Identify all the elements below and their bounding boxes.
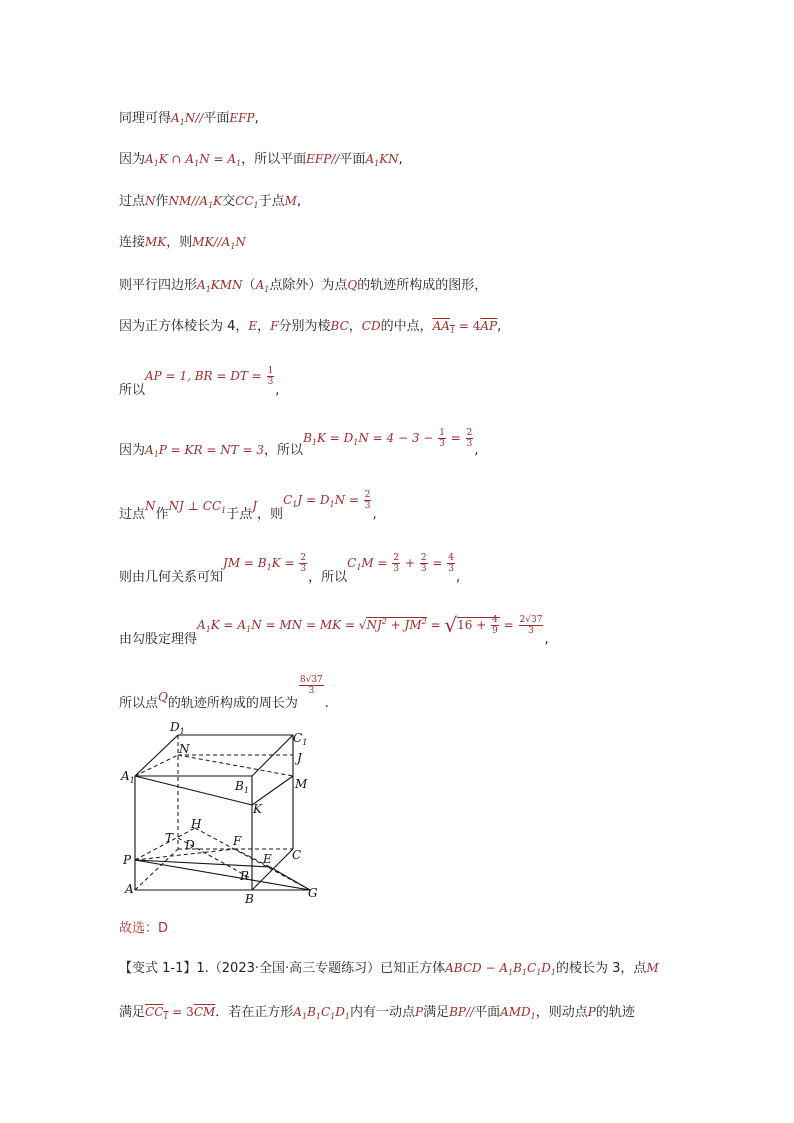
- math: E: [248, 319, 258, 333]
- math: CD: [361, 319, 381, 333]
- text: .: [324, 696, 329, 711]
- label-C: C: [292, 848, 302, 862]
- label-N: N: [179, 742, 190, 756]
- math: $CC_1$: [235, 194, 259, 210]
- math: $A_1B_1C_1D_1$: [293, 1005, 350, 1021]
- solution-line-8: [119, 428, 478, 458]
- vector-equation: $CC_1 = 3\overline{CM}$: [145, 1005, 216, 1021]
- text: 过点: [119, 194, 146, 209]
- cube-figure: [115, 720, 330, 905]
- text: 同理可得: [119, 111, 172, 126]
- label-M: M: [295, 777, 308, 791]
- math: $A_1KN$: [365, 152, 399, 168]
- text: 平面: [339, 152, 366, 167]
- segment-KM: [252, 776, 293, 805]
- text: ,: [398, 152, 403, 167]
- math: ABCD − $A_1B_1C_1D_1$: [445, 961, 557, 977]
- text: ,: [275, 383, 280, 398]
- math: M: [646, 961, 659, 975]
- math: $A_1$: [255, 278, 270, 294]
- text: 的中点，: [380, 319, 433, 334]
- math: BC: [330, 319, 349, 333]
- text: 作: [155, 507, 169, 522]
- text: 的棱长为 3，点: [556, 961, 647, 976]
- math: P: [587, 1005, 596, 1019]
- answer-label: 故选：: [119, 921, 159, 936]
- text: 内有一动点: [349, 1005, 415, 1020]
- text: 的轨迹所构成的周长为: [167, 696, 298, 711]
- label-C1: $C_1$: [293, 731, 308, 747]
- label-B1: $B_1$: [235, 779, 249, 795]
- variant-line-2: [119, 1004, 635, 1025]
- math: $AMD_1$: [500, 1005, 536, 1021]
- answer-value: D: [158, 921, 169, 936]
- math: Q: [347, 278, 358, 292]
- text: 点除外）为点: [269, 278, 348, 293]
- label-A: A: [125, 882, 134, 896]
- segment-NM-hidden: [178, 755, 293, 776]
- label-E: E: [263, 852, 272, 866]
- text: 因为: [119, 443, 146, 458]
- text: 1.（2023·全国·高三专题练习）已知正方体: [196, 961, 446, 976]
- label-D1: $D_1$: [170, 720, 185, 736]
- label-F: F: [233, 834, 242, 848]
- math: N: [145, 194, 156, 208]
- label-G: G: [308, 886, 318, 900]
- text: 所以点: [119, 696, 159, 711]
- math: BP//: [449, 1005, 475, 1019]
- label-J: J: [297, 751, 302, 765]
- text: 满足: [119, 1005, 146, 1020]
- text: 则由几何关系可知: [119, 570, 224, 585]
- math: $NM//A_1K$: [168, 194, 223, 210]
- text: （: [242, 278, 256, 293]
- math: $A_1N//$: [171, 111, 204, 127]
- math: $A_1KMN$: [197, 278, 243, 294]
- label-K: K: [253, 802, 262, 816]
- math: $\frac{8√37}{3}$: [299, 675, 323, 696]
- text: 因为正方体棱长为 4，: [119, 319, 249, 334]
- text: ，: [348, 319, 362, 334]
- math: $MK//A_1N$: [192, 235, 246, 251]
- text: ，所以平面: [241, 152, 307, 167]
- text: 于点: [226, 507, 253, 522]
- math: $B_1K = D_1N = 4 - 3$ − $\frac{1}{3}$ = $\frac{2}{3}$: [303, 428, 473, 449]
- variant-line-1: [119, 960, 659, 981]
- label-H: H: [191, 817, 202, 831]
- math: EFP//: [306, 152, 340, 166]
- solution-line-12: [119, 675, 329, 709]
- math: M: [284, 194, 297, 208]
- text: ,: [497, 319, 502, 334]
- text: 所以: [119, 383, 146, 398]
- text: ，则: [257, 507, 284, 522]
- text: 过点: [119, 507, 146, 522]
- solution-line-3: [119, 193, 301, 214]
- solution-line-11: [119, 613, 549, 647]
- text: ,: [254, 111, 259, 126]
- label-A1: $A_1$: [121, 769, 135, 785]
- text: 分别为棱: [278, 319, 331, 334]
- math: F: [270, 319, 279, 333]
- math: JM = $B_1K$ = $\frac{2}{3}$: [223, 553, 307, 574]
- solution-line-10: [119, 553, 460, 583]
- text: 的轨迹: [595, 1005, 635, 1020]
- solution-line-2: [119, 151, 403, 172]
- label-T: T: [165, 831, 174, 845]
- math: AP = 1, BR = DT = $\frac{1}{3}$: [145, 366, 274, 387]
- text: 由勾股定理得: [119, 632, 198, 647]
- edge-A1D1: [135, 735, 178, 776]
- text: 则平行四边形: [119, 278, 198, 293]
- text: ，: [257, 319, 271, 334]
- text: 平面: [203, 111, 230, 126]
- text: 满足: [423, 1005, 450, 1020]
- text: 的轨迹所构成的图形，: [357, 278, 488, 293]
- label-B: B: [245, 892, 254, 905]
- variant-tag: 【变式 1-1】: [119, 961, 197, 976]
- text: 连接: [119, 235, 146, 250]
- segment-A1N-hidden: [135, 755, 178, 776]
- math: $C_1M$ = $\frac{2}{3}$ + $\frac{2}{3}$ = $\frac{4}{3}$: [347, 553, 454, 574]
- text: 平面: [474, 1005, 501, 1020]
- text: 交: [222, 194, 236, 209]
- text: 因为: [119, 152, 146, 167]
- text: ．若在正方形: [215, 1005, 294, 1020]
- solution-line-5: [119, 277, 487, 298]
- solution-line-9: [119, 490, 377, 520]
- math: Q: [158, 690, 168, 704]
- math: $A_1K = A_1N$ = MN = MK = $√NJ^2 + JM^2 = √16$ + $\frac{4}{9}$ = $\frac{2√37}{3}$: [197, 613, 543, 637]
- solution-line-1: [119, 110, 259, 131]
- text: ，则动点: [535, 1005, 588, 1020]
- math: EFP: [229, 111, 255, 125]
- math: P: [415, 1005, 424, 1019]
- math: J: [252, 499, 258, 513]
- math: NJ ⊥ $CC_1$: [168, 499, 227, 515]
- text: ，所以: [308, 570, 348, 585]
- solution-line-7: [119, 366, 279, 396]
- label-P: P: [123, 853, 132, 867]
- text: ，则: [166, 235, 193, 250]
- math: N: [145, 499, 156, 513]
- label-D: D: [185, 838, 195, 852]
- math: MK: [145, 235, 167, 249]
- text: ,: [372, 507, 377, 522]
- math: $A_1K$ ∩ $A_1N = A_1$: [145, 152, 242, 168]
- text: ,: [474, 443, 479, 458]
- answer-line: [119, 921, 168, 937]
- text: ,: [455, 570, 461, 585]
- solution-line-6: [119, 318, 501, 339]
- text: ，所以: [264, 443, 304, 458]
- label-R: R: [240, 869, 250, 883]
- math: $A_1P$ = KR = NT = 3: [145, 443, 265, 459]
- edge-AD-hidden: [135, 849, 178, 890]
- math: $C_1J = D_1N$ = $\frac{2}{3}$: [283, 490, 371, 511]
- text: ,: [296, 194, 302, 209]
- vector-equation: $AA_1 = 4\overline{AP}$: [432, 319, 498, 335]
- solution-line-4: [119, 234, 246, 255]
- text: 作: [155, 194, 169, 209]
- text: ,: [544, 632, 549, 647]
- text: 于点: [258, 194, 285, 209]
